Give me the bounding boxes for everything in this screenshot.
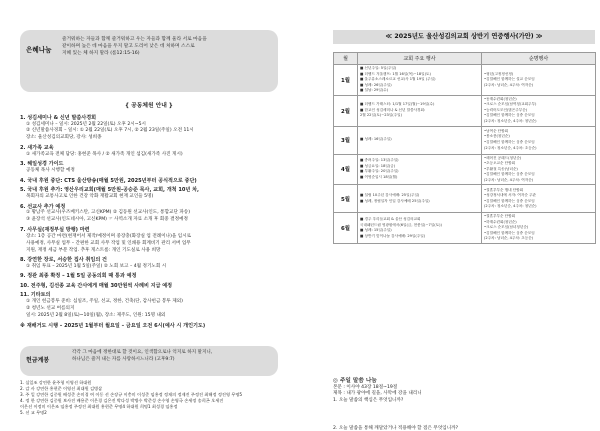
- announcements-heading: { 공동체원 안내 }: [125, 103, 173, 109]
- announcement-title: 7. 사무실(재정부실 방행) 마련: [20, 226, 90, 233]
- table-month-cell: 3월: [334, 126, 358, 154]
- church-events-cell: [358, 65, 482, 96]
- offering-box: [20, 346, 278, 376]
- table-header-row: [334, 53, 596, 65]
- announcement-title: 1. 성김세미나 & 신년 말씀사경회: [20, 114, 97, 121]
- church-event-line: ■ 성례: 16일(주일): [360, 137, 392, 142]
- group-events-cell: [482, 213, 596, 244]
- annual-events-table: [333, 52, 596, 244]
- church-event-line: 국내패턴드림 영광원에서(6일(금, 현충일)~7일(토)): [360, 222, 442, 227]
- offering-label: 헌금계봉: [26, 357, 50, 364]
- group-event-line: (2주차: 남녀순, 4주차: 초등순): [484, 236, 534, 241]
- church-event-line: ■ 이영순입시 18일(월): [360, 174, 398, 179]
- sermon-sharing-heading: ◎ 주일 말씀 나눔: [333, 378, 377, 384]
- group-event-line: •김말해인 함께하는 심중 순모임: [484, 198, 535, 203]
- sermon-line: 본문 : 이사야 43장 18절~19절: [333, 385, 398, 390]
- announcement-line: ① 성김세미나 – 일시: 2025년 2월 22일(토) 오후 2시~5시: [26, 121, 146, 127]
- table-row: [334, 95, 596, 126]
- church-event-line: 2월 22일(토)~23일(주일): [360, 113, 403, 118]
- table-row: [334, 213, 596, 244]
- church-event-line: ■ 설날: 29일(수): [360, 88, 389, 93]
- announcement-title: 9. 정관 최종 확정 – 1월 5일 공동의회 때 통과 예정: [20, 273, 137, 280]
- group-event-line: •김말해인 함께하는 심중 순모임: [484, 230, 535, 235]
- announcement-line: 지원, 재정 세금 부분 작업. 추후 게스트룸: 개인 기도실로 사용 희망: [26, 247, 161, 253]
- sermon-sharing-lines: [333, 385, 595, 404]
- table-row: [334, 154, 596, 185]
- group-event-line: (2주차: 청소년순, 4주차: 청년순): [484, 204, 537, 209]
- church-event-line: ■ 설립 10주년 감사예배: 25일(주일): [360, 193, 420, 198]
- right-column: [333, 30, 595, 431]
- group-event-line: •봄소풍(청년순): [484, 134, 510, 139]
- donor-list-line: 3. 주 일 강연한 김중원 배성준 손미경 여 이동 선 손장규 이충미 이성준 임홍정 정재의 정제진 주정진 최해정 정진영 무명5: [20, 392, 243, 398]
- announcement-title: 5. 국내 후원 추가: 영산우리교회(매월 5만원-공승준 목사, 교회, 개척 10년 차,: [20, 187, 199, 194]
- header-month: 월: [334, 53, 358, 65]
- announcement-title: 3. 헤일성경 가이드: [20, 161, 64, 168]
- group-event-line: •초등오교순 단합회: [484, 161, 516, 166]
- group-events-cell: [482, 154, 596, 185]
- church-event-line: ■ 한교인 성김세미나 & 신년 말씀사경회:: [360, 107, 426, 112]
- announcement-line: ② 청년노 선교 여름의지: [26, 306, 75, 312]
- group-events-cell: [482, 126, 596, 154]
- table-row: [334, 65, 596, 96]
- church-event-line: ■ 울주유소스레소르교 선교/사 1월 19일 (주일): [360, 77, 436, 82]
- group-event-line: •남여순 단합회: [484, 128, 509, 133]
- announcement-title: 2. 새가족 교육: [20, 144, 54, 151]
- announcement-line: 장소: 울산성김의교회당, 강사: 성희종: [26, 135, 102, 141]
- table-month-cell: 1월: [334, 65, 358, 96]
- group-event-line: (2주차: 청소년순, 4주차: 청년순): [484, 118, 537, 123]
- group-event-line: •결혼부부순 행내 단합회: [484, 187, 524, 192]
- church-event-line: ■ 성례: 15일(주일): [360, 228, 392, 233]
- church-events-cell: [358, 154, 482, 185]
- announcement-line: 목회자의 교통사고로 인한 건강 악화 재활교회 현재 교인들 5명): [26, 194, 154, 200]
- donor-list-line: 5. 선 교 무명2: [20, 410, 47, 416]
- header-group-events: 순명행사: [482, 53, 596, 65]
- group-events-cell: [482, 65, 596, 96]
- church-event-line: ■ 성례, 정립일자 인입 감사예배 25일(주일): [360, 198, 430, 203]
- announcement-line: ① 취임 투표 – 2025년 1월 5일(주일) ② 노회 보고 – 4월 정기노회 시: [26, 263, 167, 269]
- church-events-cell: [358, 126, 482, 154]
- sermon-line: 제목 : 내가 광야에 길을, 사막에 강을 내리니: [333, 391, 422, 397]
- announcement-line: ③ 윤장석 선교사(인도네시아, 고신KPM) ☞ 사역소개 자료 소개 후 회중 결정예정: [26, 217, 188, 223]
- group-event-line: •하계수련회(청년순): [484, 219, 517, 224]
- church-events-cell: [358, 95, 482, 126]
- table-row: [334, 185, 596, 213]
- donor-list-line: 1. 십일조 강연한 윤주형 이영선 하대원: [20, 380, 92, 385]
- offering-donor-list: [20, 380, 278, 417]
- grace-sharing-box: [20, 30, 278, 92]
- table-month-cell: 6월: [334, 213, 358, 244]
- announcement-line: 장소: 1층 공간 마련(현재어서 제작/예정이며 중장충(화장실 업 전례이나)을 임시로: [26, 233, 192, 239]
- announcement-line: ① 새가족교육 전체 담당: 홍현준 목사 / ② 새가족 개인 섬김(새가족 사진 게시): [26, 151, 183, 157]
- annual-events-title: ≪ 2025년도 울산성김의교회 상반기 연중행사(가안) ≫: [333, 30, 595, 44]
- church-event-line: ■ 더뱀드 가태스터: 1/1월 17일(월)~19일(수): [360, 102, 435, 107]
- left-column: [20, 30, 278, 422]
- group-event-line: •크로스 순모임(남여청/교회주부): [484, 102, 537, 107]
- announcement-line: ① 개인 헌금봉투 준비: 십일조, 주일, 선교, 정한, 건축(단, 감사헌금 봉투 제외): [26, 299, 183, 305]
- announcement-title: 11. 기타토의: [20, 292, 51, 299]
- group-event-line: •동계수련회(청년순): [484, 96, 517, 101]
- announcement-title: 10. 전주형, 김선종 교육 간사에게 매월 30만원씩 사례비 지급 예정: [20, 282, 173, 289]
- church-event-line: ■ 신년주일: 5일(주일): [360, 66, 397, 70]
- group-event-line: •김말해인 함께하는 심중 순모임: [484, 172, 535, 177]
- group-event-line: •헤어진 공래드(청년순): [484, 155, 522, 160]
- offering-verse: 각각 그 마음에 정한대로 할 것이요, 인색함으로나 억지로 하지 말지니, 하나님은 즐겨 내는 자를 사랑하시느니라 (고후9:7): [72, 350, 213, 363]
- church-event-line: ■ 성례: 26일(주일): [360, 82, 392, 87]
- grace-sharing-label: 은혜나눔: [26, 46, 52, 54]
- group-event-line: •김말해인 함께하는 심중 순모임: [484, 140, 535, 144]
- group-event-line: (2주차: 남녀순, 4주차: 여자순): [484, 177, 534, 182]
- group-event-line: •김말해인 함께하는 설교 순모임: [484, 77, 535, 82]
- group-event-line: •형년(고정정선정): [484, 71, 514, 76]
- table-row: [334, 126, 596, 154]
- announcement-title: 6. 선교사 추가 예정: [20, 203, 66, 210]
- grace-sharing-verse: 즐거워하는 자들과 함께 즐거워하고 우는 자들과 함께 울라 서로 마음을 같이하며 높은 데 마음을 두지 말고 도리어 낮은 데 처하며 스스로 지혜 있는 체 하지 말라 (롬12:15-16): [62, 37, 207, 57]
- announcement-title: 8. 강연한 장로, 서승한 집사 취임의 건: [20, 257, 107, 264]
- donor-list-line: 4. 정 한 강연한 김중원 보사진 배용준 이은경 김은진 박다성 박병수 박준성 손수영 손영국 손세정 송희곤 오세진: [20, 398, 224, 404]
- announcement-line: ① 황남주 선교사(우즈베키스탄, 고신KPM) ② 김동원 선교사(인도, 통합교단 파송): [26, 210, 191, 216]
- announcement-line: 일시: 2025년 2월 8일(토)~10일(월), 장소: 제주도, 인원: 15명 내외: [26, 313, 166, 319]
- donor-list-line: 2. 감 사 강연한 홍현준 이영선 최대원 김병삼: [20, 386, 103, 392]
- church-event-line: ■ 종려주일: 13일(주일): [360, 158, 399, 163]
- table-month-cell: 5월: [334, 185, 358, 213]
- church-event-line: ■ 부활주일: 20일(주일): [360, 169, 399, 174]
- sermon-question-2: 2. 오늘 말씀을 통해 깨달았거나 적용해야 할 점은 무엇입니까?: [333, 426, 459, 431]
- group-event-line: •결혼부부순 단합회: [484, 214, 516, 219]
- group-event-line: (2주차: 청소년순, 4주차: 초등순): [484, 145, 537, 150]
- church-events-cell: [358, 185, 482, 213]
- announcement-line: ② 신년말씀사경회 – 일시: ① 2월 22일(토) 오후 7시, ② 2월 23일(주일) 오전 11시: [26, 128, 194, 134]
- group-event-line: •크로스 순모임(남녀청년순): [484, 225, 529, 230]
- group-event-line: •김말해인 함께하는 심중 순모임: [484, 113, 535, 118]
- church-event-line: ■ 더뱀드 겨울캠프: 1월 16일(목)~18일(토): [360, 71, 431, 76]
- group-event-line: •능력어도모인(많은주부순): [484, 107, 528, 112]
- church-events-cell: [358, 213, 482, 244]
- header-church-events: 교회 주요 행사: [358, 53, 482, 65]
- group-event-line: (2주차: 남녀순, 4주차: 여자순): [484, 82, 534, 87]
- church-event-line: ■ 상반기 맞이나눔 감사예배: 29일(주일): [360, 233, 426, 238]
- announcement-title: 4. 국내 후원 중단: CTS 울산방송(매월 5만원, 2025년부터 공식적으로 중단): [20, 177, 197, 184]
- group-event-line: •부활절 특송(남녀순): [484, 166, 518, 171]
- group-events-cell: [482, 95, 596, 126]
- group-event-line: •성강정서내에 서자: 여자순 주관: [484, 193, 536, 198]
- sermon-line: 1. 오늘 말씀의 핵심은 무엇입니까?: [333, 397, 404, 403]
- announcements-list: [20, 112, 278, 330]
- church-event-line: ■ 성금요일: 18일(금): [360, 163, 396, 168]
- announcement-title: ※ 재배거도 시행 – 2025년 1월부터 월요일 – 금요일 오전 6시(예사 시 개인기도): [20, 322, 206, 329]
- group-events-cell: [482, 185, 596, 213]
- table-month-cell: 2월: [334, 95, 358, 126]
- church-event-line: ■ 경주 우리들교회 & 울산 성김의교회: [360, 217, 421, 222]
- table-month-cell: 4월: [334, 154, 358, 185]
- announcement-line: 공동체 목사 시행할 예정: [26, 168, 75, 174]
- announcement-line: 사용예정, 사무실 업무 – 간편한 교회 사무 작업 및 인쇄용 회계비기 관리 서버 업무: [26, 240, 191, 246]
- donor-list-line: 이은선 이정미 이은조 임홍정 주정진 최대원 홍현준 무명4 하대원 희명1 최성경 임홍정: [20, 404, 178, 410]
